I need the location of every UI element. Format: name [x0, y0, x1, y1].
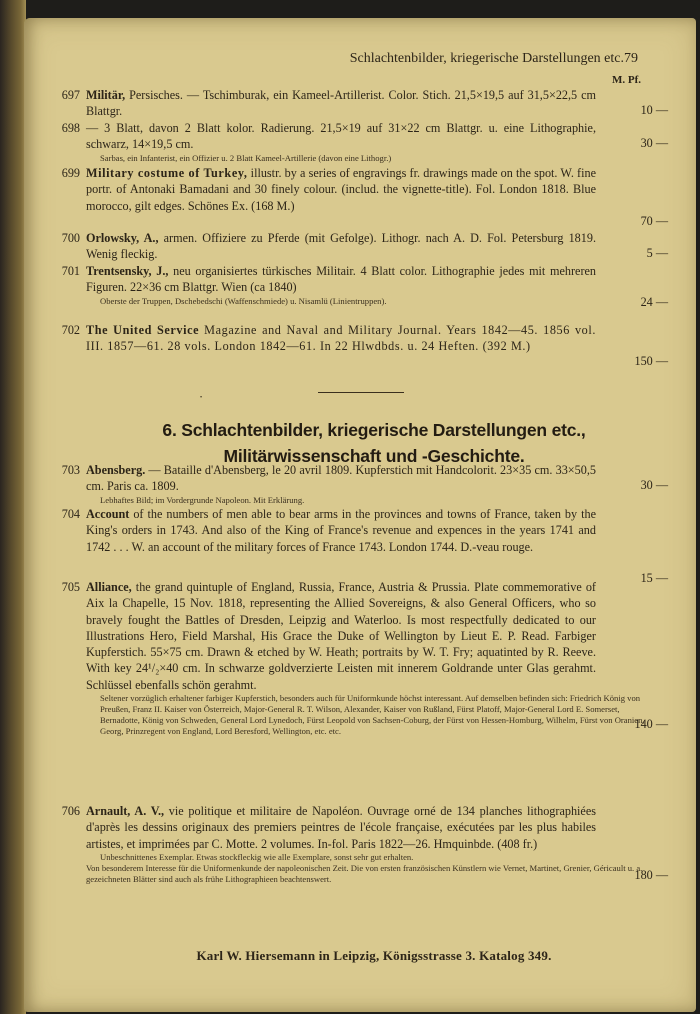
entry-heading: Trentsensky, J.,	[86, 264, 169, 278]
entry-number: 704	[61, 507, 80, 521]
entry-note: Seltener vorzüglich erhaltener farbiger Kupferstich, besonders auch für Uniformkunde höchst interessant. Auf demselben befinden sich: Friedrich König von Preußen, Franz II. Kaiser von Österreich, Major-General R. T. Wilson, Alexander, Kaiser von Rußland, Fürst Platoff, Major-General Lord E. Somerset, Bernadotte, König von Schweden, General Lord Lynedoch, Fürst Leopold von Sachsen-Coburg, der Fürst von Hessen-Homburg, Wilhelm, Fürst von Oranien, Georg, Prinzregent von England, Lord Beresford, Wellington, etc. etc.	[100, 693, 645, 737]
price-column-header: M. Pf.	[611, 74, 641, 86]
entry-number: 700	[61, 231, 80, 245]
entry-body: Magazine and Naval and Military Journal. Years 1842—45. 1856 vol. III. 1857—61. 28 vols. London 1842—61. In 22 Hlwdbds. u. 24 Heften. (392 M.)	[86, 323, 596, 354]
separator-dot: •	[200, 395, 203, 401]
entry-heading: Account	[86, 507, 130, 521]
entry-heading: Military costume of Turkey,	[86, 166, 248, 180]
entry-number: 697	[61, 88, 80, 102]
entry-body: — Bataille d'Abensberg, le 20 avril 1809. Kupferstich mit Handcolorit. 23×35 cm. 33×50,5 cm. Paris ca. 1809.	[86, 463, 596, 494]
catalog-entry-698	[61, 120, 656, 164]
entry-heading: Orlowsky, A.,	[86, 231, 159, 245]
catalog-entry-706	[61, 803, 656, 885]
catalog-page	[24, 18, 696, 1012]
entry-body: illustr. by a series of engravings fr. drawings made on the spot. W. fine portr. of Antonaki Bamadani and 30 finely colour. (includ. the vignette-title). Fol. London 1818. Blue morocco, gilt edges. Schönes Ex. (168 M.)	[86, 166, 596, 213]
entry-note-secondary: Von besonderem Interesse für die Uniformenkunde der napoleonischen Zeit. Die von ersten französischen Künstlern wie Vernet, Martinet, Grenier, Géricault u. a. gezeichneten Blätter sind auch als frühe Lithographieen beachtenswert.	[86, 862, 643, 884]
catalog-entry-697	[61, 87, 656, 120]
entry-price: 24 —	[640, 295, 668, 309]
entry-heading: Arnault, A. V.,	[86, 804, 165, 818]
entry-price: 10 —	[640, 103, 668, 117]
catalog-entry-700	[61, 230, 656, 263]
entry-heading: Alliance,	[86, 580, 132, 594]
entry-note: Oberste der Truppen, Dschebedschi (Waffenschmiede) u. Nisamlü (Linientruppen).	[100, 295, 387, 306]
entry-heading: Abensberg.	[86, 463, 146, 477]
entry-body: vie politique et militaire de Napoléon. Ouvrage orné de 134 planches lithographiées d'après les dessins originaux des premiers peintres de l'école française, exécutées par les plus habiles artistes, et imprimées par C. Motte. 2 volumes. In-fol. Paris 1822—26. Hmquinbde. (408 fr.)	[86, 804, 596, 851]
entry-number: 706	[61, 804, 80, 818]
entry-body: armen. Offiziere zu Pferde (mit Gefolge). Lithogr. nach A. D. Fol. Petersburg 1819. Wenig fleckig.	[86, 231, 596, 262]
entry-note: Sarbas, ein Infanterist, ein Offizier u. 2 Blatt Kameel-Artillerie (davon eine Lithogr.)	[100, 152, 392, 163]
entry-body: — 3 Blatt, davon 2 Blatt kolor. Radierung. 21,5×19 auf 31×22 cm Blattgr. u. eine Lithographie, schwarz, 14×19,5 cm.	[86, 121, 596, 152]
entry-price: 140 —	[634, 717, 668, 731]
entry-price: 15 —	[640, 571, 668, 585]
entry-body: of the numbers of men able to bear arms in the provinces and towns of France, taken by the King's orders in 1743. And also of the King of France's revenue and expences in the years 1741 and 1742 . . . W. an account of the military forces of France 1743. London 1744. D.-veau rouge.	[86, 507, 596, 554]
entry-price: 5 —	[646, 246, 668, 260]
publisher-footer: Karl W. Hiersemann in Leipzig, Königsstrasse 3. Katalog 349.	[196, 948, 552, 963]
catalog-entry-702	[61, 322, 656, 355]
entry-number: 703	[61, 463, 80, 477]
catalog-entry-705	[61, 579, 656, 737]
catalog-entry-703	[61, 462, 656, 506]
section-heading-line1: 6. Schlachtenbilder, kriegerische Darstellungen etc.,	[162, 420, 586, 440]
entry-body: neu organisiertes türkisches Militair. 4 Blatt color. Lithographie jedes mit mehreren Figuren. 22×36 cm Blattgr. Wien (ca 1840)	[86, 264, 597, 295]
entry-number: 699	[61, 166, 80, 180]
entry-number: 698	[61, 121, 80, 135]
entry-price: 180 —	[634, 868, 668, 882]
separator-rule	[318, 392, 404, 393]
entry-price: 70 —	[640, 214, 668, 228]
entry-heading: The United Service	[86, 323, 200, 337]
entry-body: Persisches. — Tschimburak, ein Kameel-Artillerist. Color. Stich. 21,5×19,5 auf 31,5×22,5 cm Blattgr.	[86, 88, 596, 119]
running-title: Schlachtenbilder, kriegerische Darstellungen etc.	[349, 51, 624, 66]
entry-number: 702	[61, 323, 80, 337]
entry-heading: Militär,	[86, 88, 126, 102]
entry-note: Unbeschnittenes Exemplar. Etwas stockfleckig wie alle Exemplare, sonst sehr gut erhalten.	[100, 851, 414, 862]
section-heading-line2: Militärwissenschaft und -Geschichte.	[223, 446, 525, 466]
page-number: 79	[624, 51, 638, 66]
entry-note: Lebhaftes Bild; im Vordergrunde Napoleon. Mit Erklärung.	[100, 494, 305, 505]
entry-price: 30 —	[640, 136, 668, 150]
entry-number: 701	[61, 264, 80, 278]
book-spine	[0, 0, 26, 1014]
entry-number: 705	[61, 580, 80, 594]
entry-price: 150 —	[634, 354, 668, 368]
catalog-entry-699	[61, 165, 656, 214]
catalog-entry-704	[61, 506, 656, 555]
entry-price: 30 —	[640, 478, 668, 492]
catalog-entry-701	[61, 263, 656, 307]
entry-body: the grand quintuple of England, Russia, France, Austria & Prussia. Plate commemorative of Aix la Chapelle, 15 Nov. 1818, representing the Allied Sovereigns, & also General Officers, who so bravely fought the Battles of Dresden, Leipzig and Waterloo. Is most respectfully dedicated to our Illustrations Hero, Field Marshal, His Grace the Duke of Wellington by Lieut E. P. Read. Farbiger Kupferstich. 55×75 cm. Drawn & etched by W. Heath; portraits by W. T. Fry; aquatinted by R. Reeve. With key 24¹/₂×40 cm. In schwarze goldverzierte Leisten mit innerem Goldrande unter Glas gerahmt. Schlüssel ebenfalls schön gerahmt.	[86, 580, 596, 692]
